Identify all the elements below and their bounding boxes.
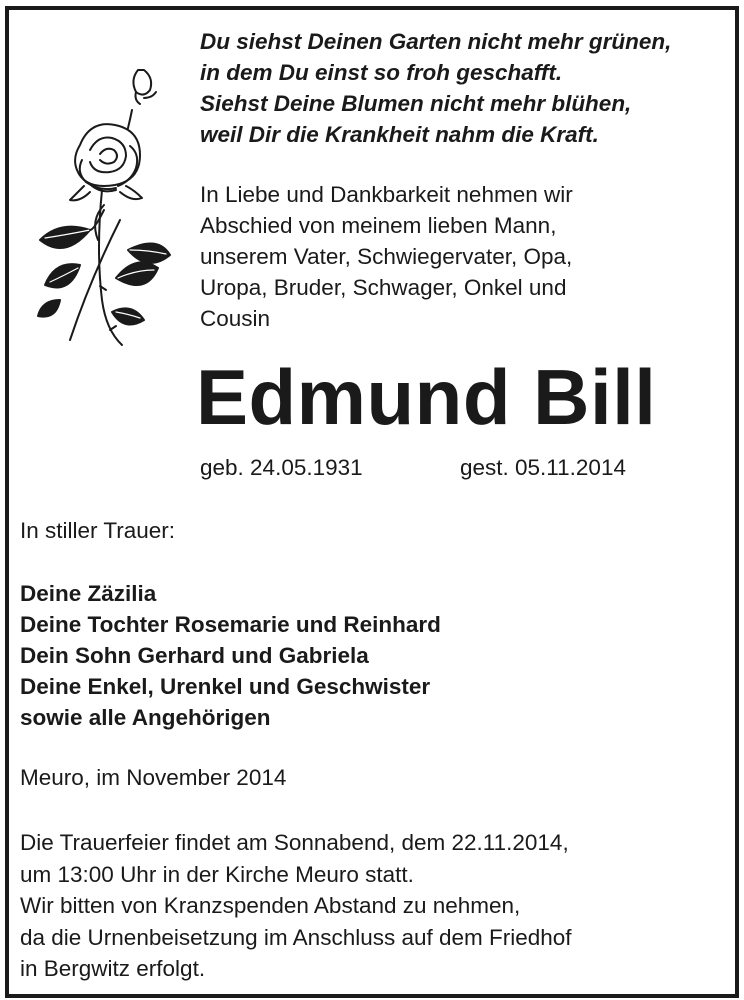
family-member: Deine Tochter Rosemarie und Reinhard	[20, 612, 441, 637]
family-member: Dein Sohn Gerhard und Gabriela	[20, 643, 369, 668]
rose-icon	[20, 50, 190, 350]
family-member: sowie alle Angehörigen	[20, 705, 271, 730]
intro-line: Cousin	[200, 306, 271, 331]
poem-line: Siehst Deine Blumen nicht mehr blühen,	[200, 91, 632, 116]
family-member: Deine Enkel, Urenkel und Geschwister	[20, 674, 431, 699]
poem	[200, 26, 671, 150]
place-date: Meuro, im November 2014	[20, 765, 287, 790]
poem-line: in dem Du einst so froh geschafft.	[200, 60, 563, 85]
service-line: Die Trauerfeier findet am Sonnabend, dem 22.11.2014,	[20, 830, 569, 855]
deceased-name: Edmund Bill	[196, 353, 657, 441]
intro-line: Abschied von meinem lieben Mann,	[200, 213, 557, 238]
service-line: in Bergwitz erfolgt.	[20, 956, 206, 981]
intro-line: In Liebe und Dankbarkeit nehmen wir	[200, 182, 573, 207]
birth-date: geb. 24.05.1931	[200, 455, 363, 480]
death-date: gest. 05.11.2014	[460, 455, 626, 480]
poem-line: Du siehst Deinen Garten nicht mehr grünen,	[200, 29, 672, 54]
mourning-label: In stiller Trauer:	[20, 518, 176, 543]
service-line: Wir bitten von Kranzspenden Abstand zu nehmen,	[20, 893, 521, 918]
family-member: Deine Zäzilia	[20, 581, 157, 606]
service-info	[20, 827, 572, 985]
family-list	[20, 578, 441, 733]
intro-line: unserem Vater, Schwiegervater, Opa,	[200, 244, 573, 269]
service-line: da die Urnenbeisetzung im Anschluss auf dem Friedhof	[20, 924, 572, 950]
poem-line: weil Dir die Krankheit nahm die Kraft.	[200, 122, 599, 147]
service-line: um 13:00 Uhr in der Kirche Meuro statt.	[20, 861, 414, 887]
intro-line: Uropa, Bruder, Schwager, Onkel und	[200, 275, 567, 300]
intro-text	[200, 179, 573, 334]
